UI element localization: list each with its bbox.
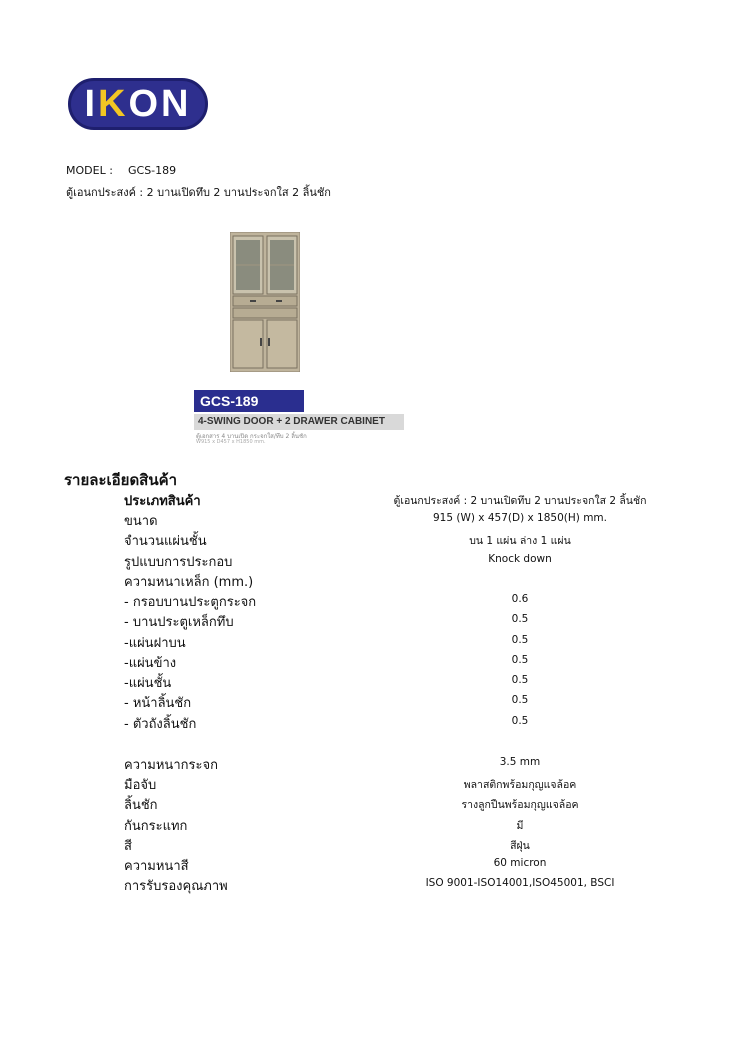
spec-label: การรับรองคุณภาพ bbox=[124, 879, 228, 894]
product-dims: W915 x D457 x H1850 mm. bbox=[196, 439, 266, 445]
spec-value: 0.6 bbox=[511, 593, 529, 605]
spec-value: 0.5 bbox=[511, 634, 529, 646]
spec-label: -แผ่นฝาบน bbox=[124, 636, 186, 651]
spec-label: ขนาด bbox=[124, 514, 158, 529]
spec-value: 0.5 bbox=[511, 694, 529, 706]
spec-row bbox=[0, 692, 750, 712]
spec-label: สี bbox=[124, 839, 132, 854]
spec-row bbox=[0, 774, 750, 794]
spec-value: สีฝุ่น bbox=[510, 840, 530, 852]
spec-label: - กรอบบานประตูกระจก bbox=[124, 595, 257, 610]
spec-value: 0.5 bbox=[511, 715, 529, 727]
spec-value: พลาสติกพร้อมกุญแจล้อค bbox=[463, 779, 577, 791]
spec-label: - บานประตูเหล็กทึบ bbox=[124, 615, 234, 630]
section-title: รายละเอียดสินค้า bbox=[64, 471, 178, 489]
spec-value: บน 1 แผ่น ล่าง 1 แผ่น bbox=[469, 535, 571, 547]
spec-row bbox=[0, 855, 750, 875]
spec-row bbox=[0, 875, 750, 895]
model-line bbox=[66, 164, 176, 177]
spec-value: 0.5 bbox=[511, 613, 529, 625]
spec-value: 915 (W) x 457(D) x 1850(H) mm. bbox=[433, 512, 607, 524]
spec-label: ความหนากระจก bbox=[124, 758, 218, 773]
spec-row bbox=[0, 551, 750, 571]
model-badge: GCS-189 bbox=[194, 390, 304, 412]
cabinet-illustration bbox=[230, 232, 300, 372]
spec-label: -แผ่นข้าง bbox=[124, 656, 177, 671]
spec-value: Knock down bbox=[488, 553, 552, 565]
logo-text bbox=[84, 85, 191, 123]
spec-row bbox=[0, 713, 750, 733]
spec-label: มือจับ bbox=[124, 778, 157, 793]
spec-value: 3.5 mm bbox=[499, 756, 541, 768]
ikon-logo bbox=[68, 78, 208, 130]
spec-label: รูปแบบการประกอบ bbox=[124, 555, 233, 570]
spec-row bbox=[0, 611, 750, 631]
spec-value: ISO 9001-ISO14001,ISO45001, BSCI bbox=[425, 877, 615, 889]
spec-label: จำนวนแผ่นชั้น bbox=[124, 534, 207, 549]
model-label: MODEL : bbox=[66, 164, 113, 177]
product-note: ตู้เอกสาร 4 บานเปิด กระจกใส/ทึบ 2 ลิ้นชัก bbox=[196, 433, 307, 440]
model-value: GCS-189 bbox=[128, 164, 177, 177]
spec-label: ประเภทสินค้า bbox=[124, 494, 201, 509]
product-subtitle: 4-SWING DOOR + 2 DRAWER CABINET bbox=[194, 414, 404, 430]
spec-label: -แผ่นชั้น bbox=[124, 676, 172, 691]
product-image bbox=[194, 230, 409, 452]
spec-row bbox=[0, 815, 750, 835]
spec-row bbox=[0, 835, 750, 855]
spec-label: - ตัวถังลิ้นชัก bbox=[124, 717, 197, 732]
spec-row bbox=[0, 652, 750, 672]
product-description: ตู้เอนกประสงค์ : 2 บานเปิดทึบ 2 บานประจกใส 2 ลิ้นชัก bbox=[66, 186, 331, 199]
spec-row bbox=[0, 754, 750, 774]
spec-label: ลิ้นชัก bbox=[124, 798, 158, 813]
spec-label: ความหนาเหล็ก (mm.) bbox=[124, 575, 254, 590]
spec-row bbox=[0, 510, 750, 530]
logo-letter-k: K bbox=[98, 83, 129, 125]
spec-value: มี bbox=[516, 820, 524, 832]
spec-row bbox=[0, 672, 750, 692]
spec-label: กันกระแทก bbox=[124, 819, 188, 834]
spec-value: ตู้เอนกประสงค์ : 2 บานเปิดทึบ 2 บานประจกใส 2 ลิ้นชัก bbox=[393, 495, 647, 507]
spec-row bbox=[0, 490, 750, 510]
spec-row bbox=[0, 530, 750, 550]
spec-row bbox=[0, 571, 750, 591]
spec-row bbox=[0, 591, 750, 611]
spec-label: - หน้าลิ้นชัก bbox=[124, 696, 192, 711]
spec-value: รางลูกปืนพร้อมกุญแจล้อค bbox=[461, 799, 579, 811]
spec-value: 60 micron bbox=[493, 857, 547, 869]
spec-label: ความหนาสี bbox=[124, 859, 189, 874]
spec-value: 0.5 bbox=[511, 674, 529, 686]
spec-row bbox=[0, 632, 750, 652]
logo-letters-on: ON bbox=[128, 83, 192, 125]
logo-letter-i: I bbox=[84, 83, 99, 125]
spec-value: 0.5 bbox=[511, 654, 529, 666]
spec-row bbox=[0, 794, 750, 814]
